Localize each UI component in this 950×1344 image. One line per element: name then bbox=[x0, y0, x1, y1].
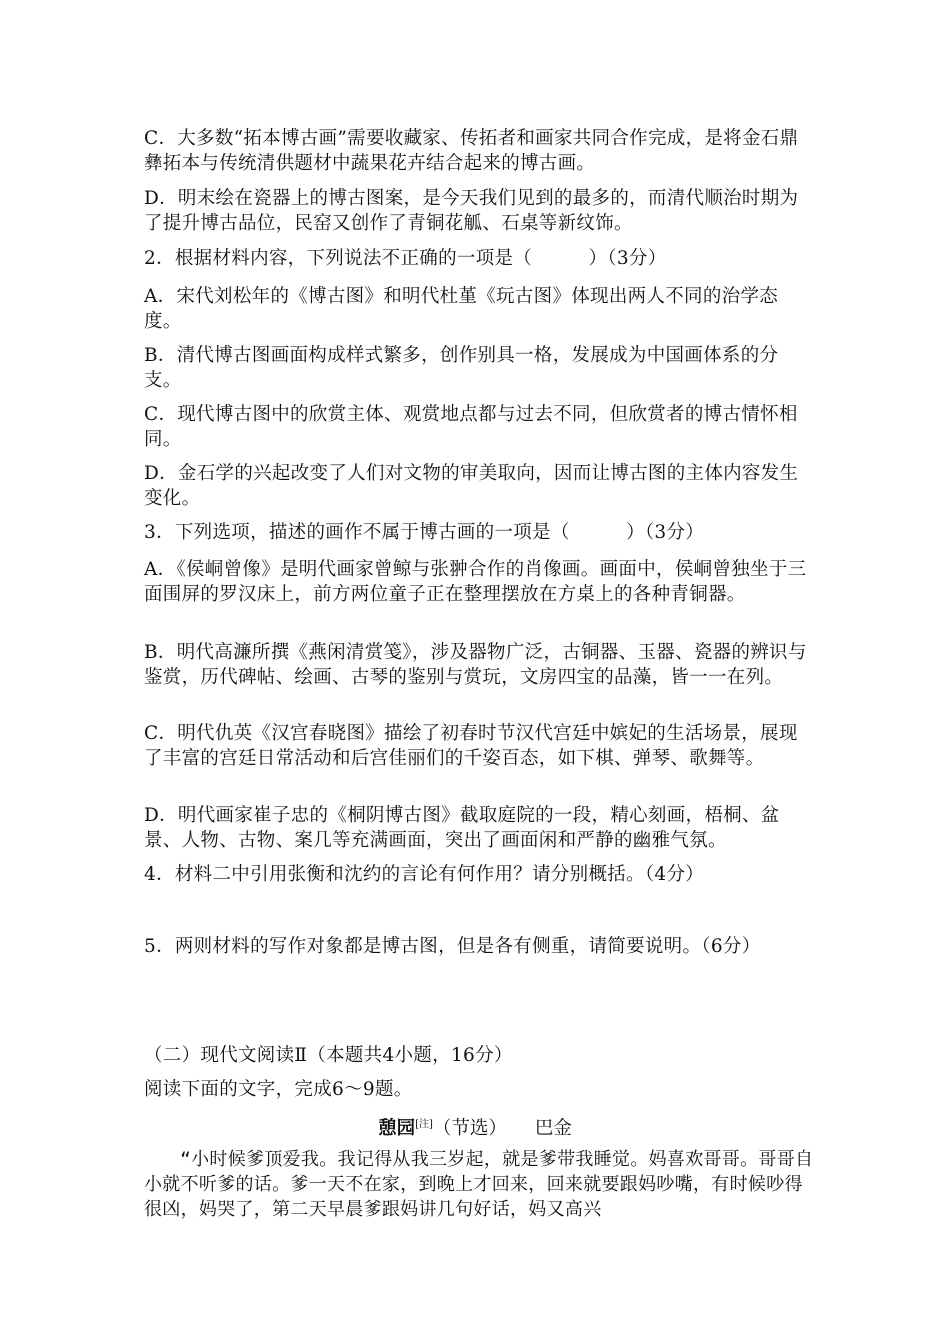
q5-question: 5．两则材料的写作对象都是博古图，但是各有侧重，请简要说明。（6分） bbox=[144, 936, 761, 957]
q3-option-d: D．明代画家崔子忠的《桐阴博古图》截取庭院的一段，精心刻画，梧桐、盆景、人物、古物、案几等充满画面，突出了画面闲和严静的幽雅气氛。 bbox=[144, 805, 780, 851]
footnote-marker: [注] bbox=[415, 1119, 433, 1130]
story-subtitle: （节选） bbox=[432, 1118, 507, 1140]
q2-option-c: C．现代博古图中的欣赏主体、观赏地点都与过去不同，但欣赏者的博古情怀相同。 bbox=[144, 404, 798, 450]
reading-instruction: 阅读下面的文字，完成6～9题。 bbox=[144, 1079, 413, 1100]
q3-option-a: A．《侯峒曾像》是明代画家曾鲸与张翀合作的肖像画。画面中，侯峒曾独坐于三面围屏的罗汉床上，前方两位童子正在整理摆放在方桌上的各种青铜器。 bbox=[144, 559, 807, 605]
story-title: 憩园 bbox=[378, 1118, 416, 1140]
q2-option-a: A．宋代刘松年的《博古图》和明代杜堇《玩古图》体现出两人不同的治学态度。 bbox=[144, 286, 779, 332]
story-author: 巴金 bbox=[534, 1118, 572, 1140]
q2-option-b: B．清代博古图画面构成样式繁多，创作别具一格，发展成为中国画体系的分支。 bbox=[144, 345, 779, 391]
story-title-line bbox=[0, 1112, 950, 1141]
q4-question: 4．材料二中引用张衡和沈约的言论有何作用？请分别概括。（4分） bbox=[144, 864, 705, 885]
q3-stem: 3．下列选项，描述的画作不属于博古画的一项是（ ）（3分） bbox=[144, 522, 705, 543]
q1-option-d: D．明末绘在瓷器上的博古图案，是今天我们见到的最多的，而清代顺治时期为了提升博古品位，民窑又创作了青铜花觚、石桌等新纹饰。 bbox=[144, 188, 799, 234]
story-paragraph: “小时候爹顶爱我。我记得从我三岁起，就是爹带我睡觉。妈喜欢哥哥。哥哥自小就不听爹的话。爹一天不在家，到晚上才回来，回来就要跟妈吵嘴，有时候吵得很凶，妈哭了，第二天早晨爹跟妈讲几句好话，妈又高兴 bbox=[144, 1149, 814, 1220]
q3-option-b: B．明代高濂所撰《燕闲清赏笺》，涉及器物广泛，古铜器、玉器、瓷器的辨识与鉴赏，历代碑帖、绘画、古琴的鉴别与赏玩，文房四宝的品藻，皆一一在列。 bbox=[144, 642, 807, 688]
q2-stem: 2．根据材料内容，下列说法不正确的一项是（ ）（3分） bbox=[144, 248, 667, 269]
q1-option-c: C．大多数“拓本博古画”需要收藏家、传拓者和画家共同合作完成，是将金石鼎彝拓本与传统清供题材中蔬果花卉结合起来的博古画。 bbox=[144, 128, 799, 174]
q3-option-c: C．明代仇英《汉宫春晓图》描绘了初春时节汉代宫廷中嫔妃的生活场景，展现了丰富的宫廷日常活动和后宫佳丽们的千姿百态，如下棋、弹琴、歌舞等。 bbox=[144, 723, 798, 769]
q2-option-d: D．金石学的兴起改变了人们对文物的审美取向，因而让博古图的主体内容发生变化。 bbox=[144, 463, 799, 509]
section-heading: （二）现代文阅读Ⅱ（本题共4小题，16分） bbox=[144, 1045, 513, 1066]
